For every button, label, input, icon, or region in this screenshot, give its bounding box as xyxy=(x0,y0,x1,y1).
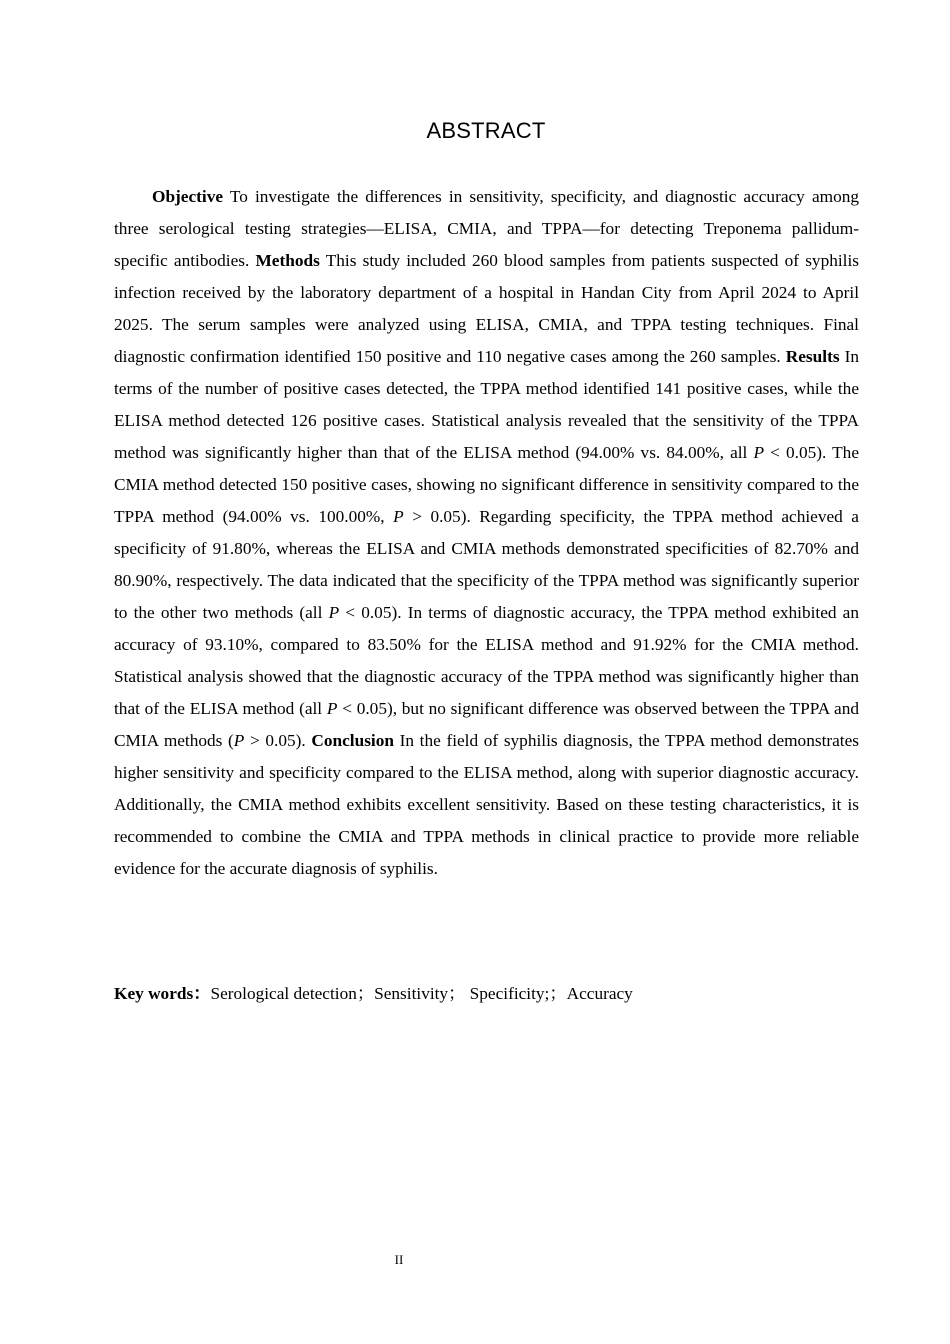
p-value-symbol: P xyxy=(328,603,340,622)
results-text: > 0.05). xyxy=(244,731,312,750)
p-value-symbol: P xyxy=(393,507,404,526)
keywords-separator: ： xyxy=(193,984,211,1003)
p-value-symbol: P xyxy=(233,731,245,750)
results-text: > 0.05). Regarding specificity, the TPPA method achieved a specificity of 91.80%, whereas the ELISA and CMIA methods demonstrated specificities of 82.70% and 80.90%, respectively. The data indicated that the specificity of the TPPA method was significantly superior to the other two methods (all xyxy=(114,507,859,622)
results-text: < 0.05). In terms of diagnostic accuracy, the TPPA method exhibited an accuracy of 93.10%, compared to 83.50% for the ELISA method and 91.92% for the CMIA method. Statistical analysis showed that the diagnostic accuracy of the TPPA method was significantly higher than that of the ELISA method (all xyxy=(114,603,859,718)
objective-text: To investigate the differences in sensitivity, specificity, and diagnostic accuracy among three serological testing strategies—ELISA, CMIA, and TPPA—for detecting Treponema pallidum-specific antibodies. xyxy=(114,187,859,270)
p-value-symbol: P xyxy=(753,443,765,462)
page-number: II xyxy=(394,1252,404,1267)
keywords-text: Serological detection；Sensitivity； Specificity;；Accuracy xyxy=(210,984,633,1003)
abstract-title: ABSTRACT xyxy=(426,118,546,143)
methods-label: Methods xyxy=(255,251,320,270)
conclusion-label: Conclusion xyxy=(311,731,394,750)
methods-text: This study included 260 blood samples from patients suspected of syphilis infection received by the laboratory department of a hospital in Handan City from April 2024 to April 2025. The serum samples were analyzed using ELISA, CMIA, and TPPA testing techniques. Final diagnostic confirmation identified 150 positive and 110 negative cases among the 260 samples. xyxy=(114,251,859,366)
keywords-label: Key words xyxy=(114,984,194,1003)
p-value-symbol: P xyxy=(326,699,338,718)
results-label: Results xyxy=(785,347,840,366)
objective-label: Objective xyxy=(152,187,224,206)
conclusion-text: In the field of syphilis diagnosis, the TPPA method demonstrates higher sensitivity and specificity compared to the ELISA method, along with superior diagnostic accuracy. Additionally, the CMIA method exhibits excellent sensitivity. Based on these testing characteristics, it is recommended to combine the CMIA and TPPA methods in clinical practice to provide more reliable evidence for the accurate diagnosis of syphilis. xyxy=(114,731,859,878)
abstract-paragraph xyxy=(114,181,859,885)
keywords-line xyxy=(114,979,859,1009)
results-text: < 0.05). The CMIA method detected 150 positive cases, showing no significant difference in sensitivity compared to the TPPA method (94.00% vs. 100.00%, xyxy=(114,443,859,526)
results-text: < 0.05), but no significant difference was observed between the TPPA and CMIA methods ( xyxy=(114,699,859,750)
results-text: In terms of the number of positive cases detected, the TPPA method identified 141 positive cases, while the ELISA method detected 126 positive cases. Statistical analysis revealed that the sensitivity of the TPPA method was significantly higher than that of the ELISA method (94.00% vs. 84.00%, all xyxy=(114,347,859,462)
